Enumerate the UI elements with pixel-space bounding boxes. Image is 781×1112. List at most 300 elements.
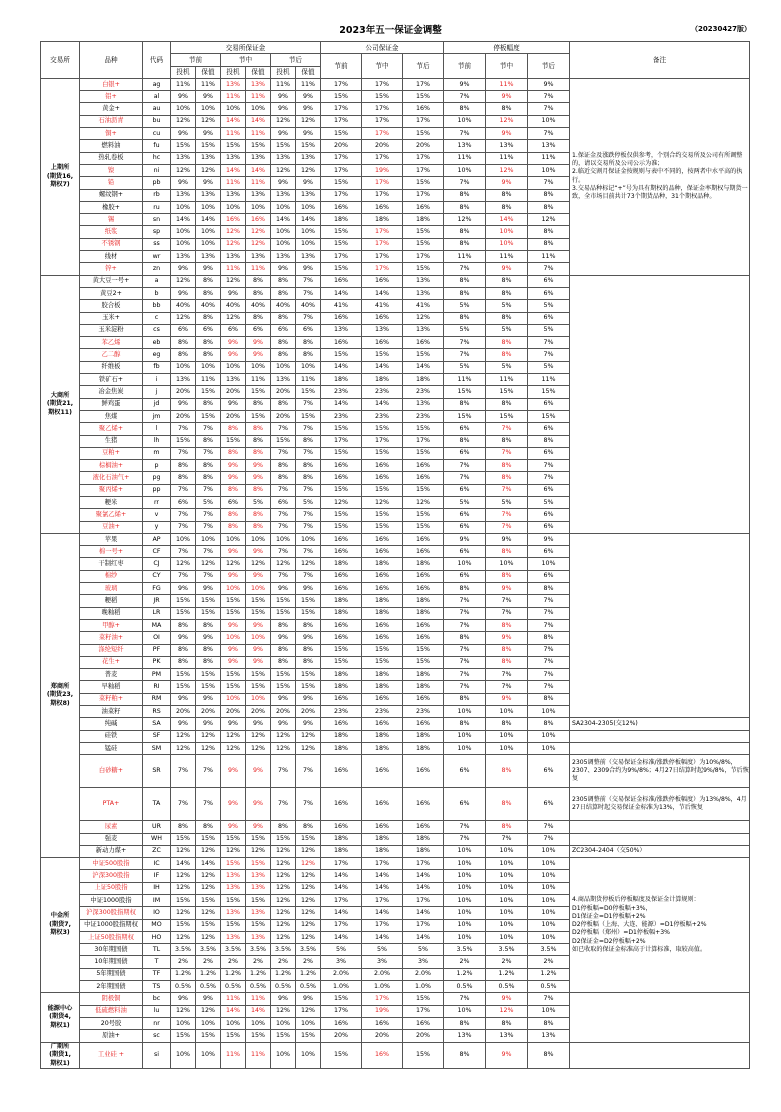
value-cell: 16%	[403, 1017, 444, 1029]
value-cell: 12%	[444, 214, 486, 226]
value-cell: 9%	[221, 398, 246, 410]
value-cell: 12%	[271, 895, 296, 907]
value-cell: 7%	[296, 423, 321, 435]
value-cell: 3%	[403, 956, 444, 968]
product-code: au	[143, 103, 171, 115]
value-cell: 10%	[246, 361, 271, 373]
product-code: RS	[143, 706, 171, 718]
value-cell: 12%	[171, 164, 196, 176]
header-limit-before: 节前	[444, 54, 486, 79]
product-name: 热轧卷板	[80, 152, 143, 164]
value-cell: 17%	[321, 115, 362, 127]
value-cell: 9%	[246, 656, 271, 668]
value-cell: 11%	[528, 152, 570, 164]
value-cell: 10%	[171, 226, 196, 238]
value-cell: 17%	[321, 103, 362, 115]
value-cell: 14%	[221, 164, 246, 176]
value-cell: 12%	[296, 907, 321, 919]
value-cell: 17%	[403, 152, 444, 164]
value-cell: 1.2%	[271, 968, 296, 980]
value-cell: 14%	[362, 907, 403, 919]
value-cell: 9%	[271, 693, 296, 705]
value-cell: 7%	[528, 595, 570, 607]
value-cell: 9%	[486, 177, 528, 189]
value-cell: 8%	[221, 447, 246, 459]
value-cell: 17%	[362, 177, 403, 189]
value-cell: 10%	[528, 1005, 570, 1017]
value-cell: 9%	[296, 177, 321, 189]
value-cell: 15%	[362, 484, 403, 496]
value-cell: 9%	[171, 177, 196, 189]
value-cell: 10%	[486, 895, 528, 907]
value-cell: 17%	[362, 128, 403, 140]
value-cell: 15%	[246, 833, 271, 845]
value-cell: 3.5%	[171, 944, 196, 956]
value-cell: 8%	[486, 189, 528, 201]
value-cell: 8%	[486, 472, 528, 484]
product-name: 燃料油	[80, 140, 143, 152]
value-cell: 16%	[403, 570, 444, 582]
value-cell: 13%	[171, 251, 196, 263]
value-cell: 5%	[296, 496, 321, 508]
value-cell: 15%	[196, 410, 221, 422]
value-cell: 7%	[528, 669, 570, 681]
product-code: wr	[143, 251, 171, 263]
value-cell: 15%	[171, 895, 196, 907]
value-cell: 8%	[486, 349, 528, 361]
value-cell: 17%	[403, 435, 444, 447]
value-cell: 7%	[486, 447, 528, 459]
value-cell: 8%	[171, 460, 196, 472]
value-cell: 13%	[246, 931, 271, 943]
value-cell: 7%	[528, 833, 570, 845]
value-cell: 16%	[362, 201, 403, 213]
value-cell: 1.2%	[528, 968, 570, 980]
value-cell: 11%	[221, 1042, 246, 1069]
value-cell: 13%	[246, 907, 271, 919]
value-cell: 8%	[444, 632, 486, 644]
value-cell: 8%	[444, 103, 486, 115]
product-code: IC	[143, 858, 171, 870]
value-cell: 15%	[321, 226, 362, 238]
value-cell: 40%	[296, 300, 321, 312]
value-cell: 10%	[486, 226, 528, 238]
value-cell: 16%	[403, 103, 444, 115]
product-name: 玉米+	[80, 312, 143, 324]
product-name: 白砂糖+	[80, 755, 143, 788]
value-cell: 7%	[271, 484, 296, 496]
product-name: 镍	[80, 164, 143, 176]
value-cell: 8%	[246, 447, 271, 459]
value-cell: 15%	[221, 435, 246, 447]
value-cell: 12%	[271, 742, 296, 754]
value-cell: 8%	[196, 275, 221, 287]
value-cell: 12%	[271, 845, 296, 857]
value-cell: 11%	[221, 993, 246, 1005]
value-cell: 15%	[221, 595, 246, 607]
value-cell: 18%	[321, 374, 362, 386]
value-cell: 15%	[246, 386, 271, 398]
value-cell: 12%	[196, 115, 221, 127]
value-cell: 10%	[528, 845, 570, 857]
value-cell: 18%	[403, 374, 444, 386]
value-cell: 6%	[528, 755, 570, 788]
value-cell: 8%	[171, 349, 196, 361]
value-cell: 9%	[271, 718, 296, 730]
value-cell: 8%	[271, 337, 296, 349]
product-code: TS	[143, 981, 171, 993]
value-cell: 8%	[528, 435, 570, 447]
value-cell: 7%	[486, 669, 528, 681]
value-cell: 13%	[296, 189, 321, 201]
value-cell: 15%	[296, 669, 321, 681]
product-name: 黄金+	[80, 103, 143, 115]
value-cell: 17%	[362, 435, 403, 447]
product-code: lu	[143, 1005, 171, 1017]
value-cell: 5%	[246, 496, 271, 508]
value-cell: 17%	[362, 78, 403, 90]
product-code: p	[143, 460, 171, 472]
value-cell: 9%	[246, 472, 271, 484]
value-cell: 7%	[171, 788, 196, 821]
value-cell: 9%	[271, 128, 296, 140]
table-row	[41, 993, 750, 1005]
value-cell: 17%	[321, 78, 362, 90]
value-cell: 2%	[444, 956, 486, 968]
value-cell: 8%	[246, 509, 271, 521]
value-cell: 16%	[403, 693, 444, 705]
value-cell: 15%	[362, 91, 403, 103]
value-cell: 12%	[296, 1005, 321, 1017]
value-cell: 10%	[296, 1017, 321, 1029]
value-cell: 18%	[321, 558, 362, 570]
value-cell: 10%	[528, 907, 570, 919]
value-cell: 9%	[271, 632, 296, 644]
value-cell: 23%	[403, 706, 444, 718]
header-company-during: 节中	[362, 54, 403, 79]
value-cell: 1.0%	[403, 981, 444, 993]
value-cell: 16%	[321, 693, 362, 705]
value-cell: 8%	[444, 275, 486, 287]
value-cell: 7%	[296, 447, 321, 459]
product-name: 线材	[80, 251, 143, 263]
value-cell: 10%	[444, 895, 486, 907]
product-name: 黄豆2+	[80, 287, 143, 299]
value-cell: 7%	[171, 755, 196, 788]
value-cell: 7%	[486, 833, 528, 845]
value-cell: 8%	[271, 349, 296, 361]
value-cell: 16%	[362, 755, 403, 788]
product-code: rb	[143, 189, 171, 201]
value-cell: 12%	[271, 882, 296, 894]
value-cell: 16%	[246, 214, 271, 226]
value-cell: 8%	[444, 398, 486, 410]
value-cell: 15%	[246, 140, 271, 152]
value-cell: 10%	[221, 693, 246, 705]
value-cell: 20%	[246, 706, 271, 718]
value-cell: 11%	[196, 78, 221, 90]
value-cell: 7%	[528, 91, 570, 103]
table-row	[41, 845, 750, 857]
value-cell: 8%	[528, 1042, 570, 1069]
value-cell: 9%	[444, 78, 486, 90]
product-name: 豆粕+	[80, 447, 143, 459]
value-cell: 20%	[321, 140, 362, 152]
value-cell: 13%	[271, 189, 296, 201]
value-cell: 0.5%	[486, 981, 528, 993]
product-code: m	[143, 447, 171, 459]
value-cell: 3%	[362, 956, 403, 968]
value-cell: 15%	[403, 1042, 444, 1069]
value-cell: 15%	[296, 410, 321, 422]
value-cell: 8%	[486, 755, 528, 788]
value-cell: 9%	[486, 632, 528, 644]
value-cell: 9%	[296, 718, 321, 730]
value-cell: 18%	[362, 214, 403, 226]
value-cell: 13%	[221, 907, 246, 919]
value-cell: 10%	[196, 1017, 221, 1029]
value-cell: 17%	[362, 263, 403, 275]
value-cell: 16%	[362, 718, 403, 730]
value-cell: 6%	[444, 521, 486, 533]
product-name: 中证1000股指	[80, 895, 143, 907]
value-cell: 12%	[171, 558, 196, 570]
value-cell: 7%	[528, 128, 570, 140]
value-cell: 14%	[321, 870, 362, 882]
value-cell: 8%	[296, 349, 321, 361]
product-name: 10年期国债	[80, 956, 143, 968]
value-cell: 16%	[321, 821, 362, 833]
value-cell: 10%	[221, 533, 246, 545]
value-cell: 15%	[444, 410, 486, 422]
value-cell: 14%	[403, 361, 444, 373]
product-name: 菜籽油+	[80, 632, 143, 644]
value-cell: 15%	[321, 91, 362, 103]
product-name: 普麦	[80, 669, 143, 681]
product-code: bc	[143, 993, 171, 1005]
value-cell: 10%	[271, 226, 296, 238]
value-cell: 8%	[486, 460, 528, 472]
product-code: ss	[143, 238, 171, 250]
value-cell: 12%	[246, 730, 271, 742]
value-cell: 11%	[444, 251, 486, 263]
value-cell: 18%	[362, 845, 403, 857]
product-code: rr	[143, 496, 171, 508]
value-cell: 12%	[296, 845, 321, 857]
product-name: 沪深300股指	[80, 870, 143, 882]
product-code: IF	[143, 870, 171, 882]
value-cell: 14%	[246, 1005, 271, 1017]
value-cell: 14%	[321, 882, 362, 894]
value-cell: 15%	[528, 410, 570, 422]
value-cell: 10%	[296, 226, 321, 238]
value-cell: 14%	[171, 214, 196, 226]
value-cell: 10%	[271, 361, 296, 373]
value-cell: 18%	[321, 669, 362, 681]
value-cell: 7%	[444, 595, 486, 607]
product-name: 上证50股指	[80, 882, 143, 894]
value-cell: 9%	[296, 993, 321, 1005]
table-row	[41, 833, 750, 845]
value-cell: 10%	[171, 103, 196, 115]
value-cell: 8%	[171, 337, 196, 349]
value-cell: 10%	[486, 742, 528, 754]
value-cell: 8%	[296, 656, 321, 668]
value-cell: 11%	[296, 374, 321, 386]
value-cell: 8%	[486, 570, 528, 582]
value-cell: 8%	[196, 349, 221, 361]
value-cell: 15%	[321, 644, 362, 656]
value-cell: 8%	[196, 619, 221, 631]
value-cell: 7%	[271, 570, 296, 582]
value-cell: 2%	[221, 956, 246, 968]
value-cell: 6%	[444, 447, 486, 459]
value-cell: 10%	[171, 533, 196, 545]
value-cell: 7%	[296, 788, 321, 821]
value-cell: 16%	[221, 214, 246, 226]
table-row	[41, 78, 750, 90]
product-name: 棕榈油+	[80, 460, 143, 472]
value-cell: 8%	[486, 103, 528, 115]
value-cell: 12%	[296, 558, 321, 570]
value-cell: 13%	[221, 78, 246, 90]
value-cell: 41%	[321, 300, 362, 312]
value-cell: 7%	[171, 570, 196, 582]
value-cell: 7%	[486, 595, 528, 607]
value-cell: 7%	[444, 993, 486, 1005]
value-cell: 16%	[321, 546, 362, 558]
product-code: l	[143, 423, 171, 435]
exchange-name: 上期所 (期货16, 期权7)	[41, 78, 80, 275]
value-cell: 1.2%	[196, 968, 221, 980]
value-cell: 8%	[221, 423, 246, 435]
value-cell: 15%	[403, 447, 444, 459]
product-name: 低硫燃料油	[80, 1005, 143, 1017]
value-cell: 10%	[271, 533, 296, 545]
value-cell: 10%	[196, 226, 221, 238]
value-cell: 2%	[486, 956, 528, 968]
version-label: （20230427版）	[691, 25, 751, 33]
value-cell: 10%	[486, 870, 528, 882]
value-cell: 11%	[271, 78, 296, 90]
value-cell: 0.5%	[246, 981, 271, 993]
value-cell: 10%	[444, 919, 486, 931]
header-exchange: 交易所	[41, 42, 80, 79]
value-cell: 15%	[403, 644, 444, 656]
value-cell: 10%	[271, 201, 296, 213]
header-code: 代码	[143, 42, 171, 79]
value-cell: 8%	[271, 460, 296, 472]
value-cell: 7%	[196, 788, 221, 821]
value-cell: 15%	[296, 386, 321, 398]
value-cell: 9%	[246, 788, 271, 821]
value-cell: 13%	[221, 251, 246, 263]
value-cell: 8%	[296, 821, 321, 833]
value-cell: 8%	[171, 656, 196, 668]
product-code: MA	[143, 619, 171, 631]
value-cell: 10%	[196, 361, 221, 373]
value-cell: 3.5%	[221, 944, 246, 956]
value-cell: 14%	[196, 214, 221, 226]
value-cell: 10%	[444, 730, 486, 742]
product-name: 中证1000股指期权	[80, 919, 143, 931]
value-cell: 9%	[296, 583, 321, 595]
value-cell: 16%	[362, 788, 403, 821]
value-cell: 12%	[196, 558, 221, 570]
product-code: cs	[143, 324, 171, 336]
value-cell: 12%	[221, 312, 246, 324]
value-cell: 7%	[444, 460, 486, 472]
value-cell: 15%	[403, 128, 444, 140]
value-cell: 9%	[246, 546, 271, 558]
value-cell: 8%	[486, 201, 528, 213]
value-cell: 15%	[362, 447, 403, 459]
value-cell: 8%	[246, 275, 271, 287]
value-cell: 2%	[528, 956, 570, 968]
exchange-note: 4.商品期货停板后停板幅度及保证金计算规则： D1停板幅=D0停板幅+3%， D1保证金=D1停板幅+2% D2停板幅（上海、大连、能源）=D1停板幅+2% D2停板幅（郑州）=D1停板幅+3% D2保证金=D2停板幅+2% 如已收取的保证金标准高于计算标准，取较高值。	[570, 858, 750, 993]
value-cell: 8%	[486, 337, 528, 349]
value-cell: 8%	[296, 472, 321, 484]
product-name: 乙二醇	[80, 349, 143, 361]
product-code: eb	[143, 337, 171, 349]
value-cell: 15%	[196, 919, 221, 931]
value-cell: 8%	[444, 435, 486, 447]
product-code: HO	[143, 931, 171, 943]
product-code: IM	[143, 895, 171, 907]
value-cell: 6%	[171, 496, 196, 508]
value-cell: 19%	[362, 164, 403, 176]
value-cell: 23%	[403, 386, 444, 398]
value-cell: 7%	[444, 349, 486, 361]
value-cell: 11%	[246, 263, 271, 275]
value-cell: 8%	[528, 718, 570, 730]
header-spec-3: 投机	[271, 66, 296, 78]
value-cell: 17%	[362, 251, 403, 263]
value-cell: 12%	[271, 558, 296, 570]
value-cell: 10%	[444, 870, 486, 882]
value-cell: 10%	[486, 858, 528, 870]
empty-note	[570, 730, 750, 742]
value-cell: 8%	[271, 275, 296, 287]
value-cell: 12%	[171, 931, 196, 943]
product-name: 菜籽粕+	[80, 693, 143, 705]
value-cell: 12%	[246, 238, 271, 250]
value-cell: 14%	[221, 1005, 246, 1017]
exchange-note: 1.保证金及涨跌停板仅供参考，个别合约交易所及公司有所调整的，请以交易所及公司公示为准； 2.临近交割月保证金按规则与表中不同的，按两者中水平高的执行。 3.交易品种标记“+”号为具有期权的品种，保证金率期权与期货一致，全市场目前共计73个期货品种，31个期权品种。	[570, 78, 750, 275]
value-cell: 15%	[321, 509, 362, 521]
product-name: 聚氯乙烯+	[80, 509, 143, 521]
value-cell: 16%	[362, 472, 403, 484]
value-cell: 16%	[403, 337, 444, 349]
value-cell: 15%	[271, 435, 296, 447]
value-cell: 18%	[403, 833, 444, 845]
product-name: 胶合板	[80, 300, 143, 312]
value-cell: 13%	[246, 870, 271, 882]
value-cell: 9%	[196, 718, 221, 730]
value-cell: 10%	[528, 895, 570, 907]
product-name: 白银+	[80, 78, 143, 90]
value-cell: 15%	[403, 238, 444, 250]
value-cell: 18%	[403, 607, 444, 619]
row-note: 2305调整前（交易保证金标准/涨跌停板幅度）为13%/8%，4月27日结算时起交易保证金标准为13%，节后恢复	[570, 788, 750, 821]
product-name: 棉一号+	[80, 546, 143, 558]
value-cell: 9%	[196, 693, 221, 705]
header-notes: 备注	[570, 42, 750, 79]
value-cell: 8%	[296, 644, 321, 656]
product-code: ZC	[143, 845, 171, 857]
value-cell: 13%	[246, 882, 271, 894]
value-cell: 7%	[296, 509, 321, 521]
